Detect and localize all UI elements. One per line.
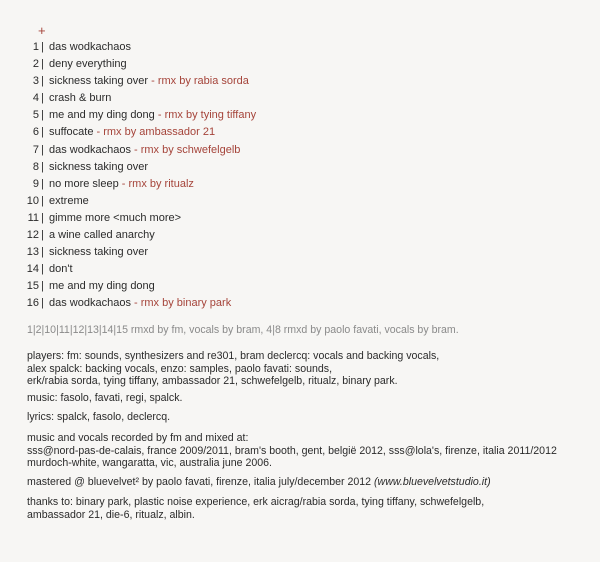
track-row	[22, 244, 482, 261]
studio-url: (www.bluevelvetstudio.it)	[374, 476, 491, 488]
track-title: crash & burn	[49, 92, 112, 105]
recording-block	[27, 432, 587, 470]
track-title: das wodkachaos	[49, 143, 131, 156]
track-title-group	[49, 142, 240, 159]
track-row	[22, 73, 482, 90]
track-title-group	[49, 193, 89, 210]
track-row	[22, 124, 482, 141]
track-separator: |	[41, 246, 44, 259]
track-remix-credit: - rmx by tying tiffany	[157, 109, 257, 122]
track-separator: |	[41, 177, 44, 190]
track-number: 7	[32, 143, 39, 156]
track-row	[22, 210, 482, 227]
track-separator: |	[41, 280, 44, 293]
lyrics-credit	[27, 411, 587, 424]
track-title: me and my ding dong	[49, 109, 155, 122]
players-line-2: alex spalck: backing vocals, enzo: samples, paolo favati: sounds,	[27, 362, 333, 375]
track-separator: |	[41, 41, 44, 53]
track-title: sickness taking over	[49, 160, 149, 173]
track-number: 16	[26, 297, 39, 310]
track-title-group	[49, 73, 249, 90]
tracklist	[22, 39, 482, 313]
track-row	[22, 90, 482, 107]
track-number: 5	[32, 109, 39, 122]
track-title-group	[49, 56, 127, 73]
credits-line	[27, 324, 587, 337]
track-row	[22, 227, 482, 244]
track-remix-credit: - rmx by ambassador 21	[96, 126, 216, 139]
track-number: 2	[32, 58, 39, 71]
track-title: a wine called anarchy	[49, 229, 155, 242]
track-title: das wodkachaos	[49, 41, 131, 53]
track-title-group	[49, 261, 73, 278]
track-number: 13	[26, 246, 39, 259]
track-title: extreme	[49, 194, 89, 207]
track-remix-credit: - rmx by rabia sorda	[151, 75, 249, 88]
track-number: 1	[32, 41, 39, 53]
track-number: 15	[26, 280, 39, 293]
track-row	[22, 278, 482, 295]
track-row	[22, 261, 482, 278]
track-title-group	[49, 176, 194, 193]
track-row	[22, 176, 482, 193]
recorded-line-1: music and vocals recorded by fm and mixed at:	[27, 432, 249, 444]
players-line-1: players: fm: sounds, synthesizers and re301, bram declercq: vocals and backing vocals,	[27, 350, 440, 362]
music-credit	[27, 392, 587, 405]
track-title-group	[49, 295, 231, 312]
players-line-3: erk/rabia sorda, tying tiffany, ambassador 21, schwefelgelb, ritualz, binary park.	[27, 375, 398, 388]
track-row	[22, 142, 482, 159]
track-title-group	[49, 227, 155, 244]
track-number: 3	[32, 75, 39, 88]
track-title-group	[49, 278, 155, 295]
thanks-line-1: thanks to: binary park, plastic noise experience, erk aicrag/rabia sorda, tying tiffany, schwefelgelb,	[27, 496, 485, 508]
track-title-group	[49, 159, 148, 176]
track-separator: |	[41, 160, 44, 173]
music-line: music: fasolo, favati, regi, spalck.	[27, 392, 183, 404]
track-row	[22, 193, 482, 210]
track-number: 4	[32, 92, 39, 105]
track-title: sickness taking over	[49, 75, 149, 88]
track-row	[22, 56, 482, 73]
track-separator: |	[41, 211, 44, 224]
track-title-group	[49, 244, 148, 261]
track-title: me and my ding dong	[49, 280, 155, 293]
track-title: sickness taking over	[49, 246, 149, 259]
track-number: 9	[32, 177, 39, 190]
track-title: don't	[49, 263, 73, 276]
players-block	[27, 350, 587, 388]
track-remix-credit: - rmx by binary park	[134, 297, 232, 310]
mastering-credit	[27, 476, 587, 489]
track-separator: |	[41, 109, 44, 122]
track-title-group	[49, 90, 111, 107]
track-separator: |	[41, 143, 44, 156]
track-separator: |	[41, 58, 44, 71]
track-separator: |	[41, 297, 44, 310]
track-remix-credit: - rmx by schwefelgelb	[134, 143, 241, 156]
track-title: deny everything	[49, 58, 127, 71]
recorded-line-2: sss@nord-pas-de-calais, france 2009/2011, bram's booth, gent, belgië 2012, sss@lola's, firenze, italia 2011/2012	[27, 444, 557, 457]
track-number: 11	[27, 211, 39, 224]
track-number: 6	[32, 126, 39, 139]
track-row	[22, 295, 482, 312]
mastered-line: mastered @ bluevelvet² by paolo favati, firenze, italia july/december 2012	[27, 476, 372, 488]
track-separator: |	[41, 229, 44, 242]
thanks-line-2: ambassador 21, die-6, ritualz, albin.	[27, 508, 195, 521]
track-title: gimme more <much more>	[49, 211, 182, 224]
rmx-credits: 1|2|10|11|12|13|14|15 rmxd by fm, vocals by bram, 4|8 rmxd by paolo favati, vocals by bram.	[27, 324, 459, 336]
track-number: 14	[26, 263, 39, 276]
track-separator: |	[41, 92, 44, 105]
track-row	[22, 107, 482, 124]
track-number: 8	[32, 160, 39, 173]
track-row	[22, 159, 482, 176]
track-separator: |	[41, 126, 44, 139]
track-number: 10	[26, 194, 39, 207]
plus-mark: +	[38, 23, 46, 38]
track-row	[22, 39, 482, 56]
track-title: das wodkachaos	[49, 297, 131, 310]
track-title-group	[49, 39, 131, 56]
track-title-group	[49, 124, 215, 141]
lyrics-line: lyrics: spalck, fasolo, declercq.	[27, 411, 171, 423]
track-title: no more sleep	[49, 177, 119, 190]
track-separator: |	[41, 263, 44, 276]
track-title: suffocate	[49, 126, 94, 139]
track-number: 12	[26, 229, 39, 242]
recorded-line-3: murdoch-white, wangaratta, vic, australia june 2006.	[27, 457, 272, 470]
track-title-group	[49, 107, 256, 124]
track-remix-credit: - rmx by ritualz	[121, 177, 194, 190]
thanks-block	[27, 496, 587, 521]
track-title-group	[49, 210, 181, 227]
track-separator: |	[41, 194, 44, 207]
track-separator: |	[41, 75, 44, 88]
